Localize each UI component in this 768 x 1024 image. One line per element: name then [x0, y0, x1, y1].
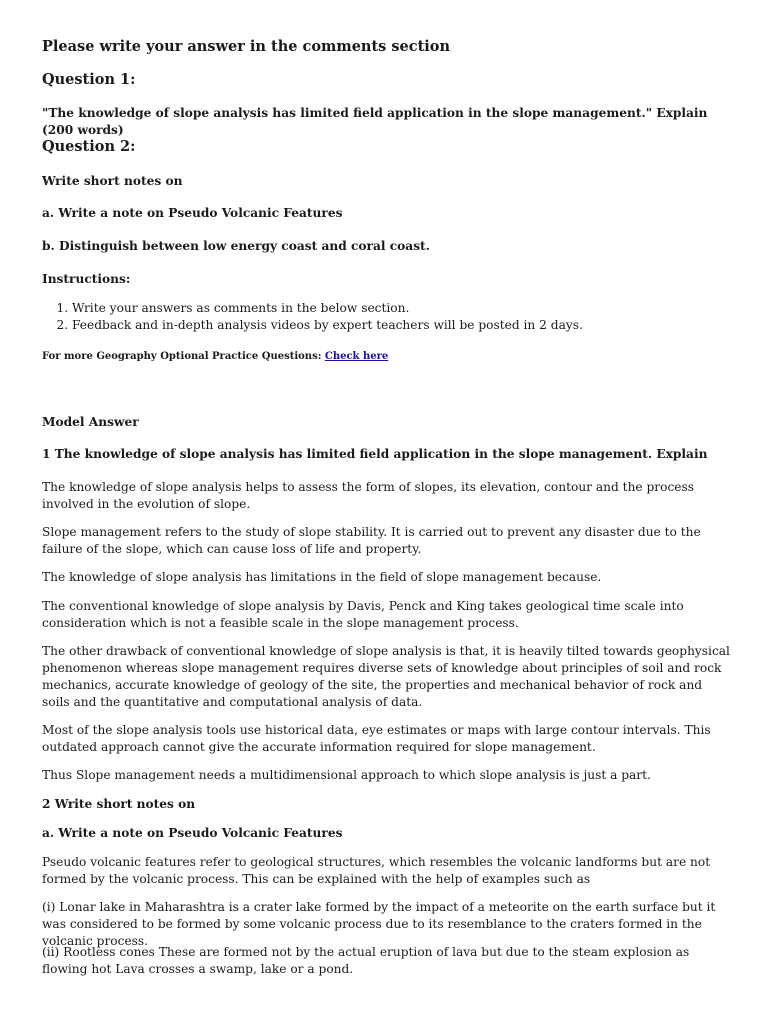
- answer-1-paragraph: The knowledge of slope analysis helps to assess the form of slopes, its elevation, contour and the process involved in the evolution of slope.: [42, 480, 695, 511]
- answer-2-heading: 2 Write short notes on: [42, 797, 196, 811]
- answer-1-paragraph: The conventional knowledge of slope analysis by Davis, Penck and King takes geological time scale into consideration which is not a feasible scale in the slope management process.: [42, 599, 684, 630]
- answer-2-paragraph: (ii) Rootless cones These are formed not by the actual eruption of lava but due to the steam explosion as flowing hot Lava crosses a swamp, lake or a pond.: [42, 945, 690, 976]
- list-item: 1. Write your answers as comments in the below section.: [72, 300, 583, 317]
- answer-1-paragraph: The knowledge of slope analysis has limitations in the field of slope management because.: [42, 570, 602, 584]
- list-item: 2. Feedback and in-depth analysis videos by expert teachers will be posted in 2 days.: [72, 317, 583, 334]
- more-questions-text: For more Geography Optional Practice Questions:: [42, 351, 325, 362]
- answer-1-paragraph: Thus Slope management needs a multidimensional approach to which slope analysis is just a part.: [42, 768, 651, 782]
- comment-instruction: Please write your answer in the comments section: [42, 38, 451, 55]
- answer-2-subheading: a. Write a note on Pseudo Volcanic Features: [42, 826, 343, 840]
- question-2-label: Question 2:: [42, 138, 136, 155]
- answer-1-heading: 1 The knowledge of slope analysis has limited field application in the slope management. Explain: [42, 447, 708, 461]
- question-2-part-b: b. Distinguish between low energy coast and coral coast.: [42, 239, 430, 253]
- answer-1-paragraph: Slope management refers to the study of slope stability. It is carried out to prevent any disaster due to the failure of the slope, which can cause loss of life and property.: [42, 525, 701, 556]
- instructions-list: [42, 300, 583, 334]
- model-answer-label: Model Answer: [42, 415, 139, 429]
- instructions-label: Instructions:: [42, 272, 131, 286]
- question-2-intro: Write short notes on: [42, 174, 183, 188]
- question-1-text: "The knowledge of slope analysis has limited field application in the slope management." Explain (200 words): [42, 106, 708, 137]
- more-questions-line: [42, 350, 388, 364]
- answer-1-paragraph: Most of the slope analysis tools use historical data, eye estimates or maps with large contour intervals. This outdated approach cannot give the accurate information required for slope management.: [42, 723, 711, 754]
- question-2-part-a: a. Write a note on Pseudo Volcanic Features: [42, 206, 343, 220]
- check-here-link[interactable]: Check here: [324, 351, 389, 362]
- answer-1-paragraph: The other drawback of conventional knowledge of slope analysis is that, it is heavily tilted towards geophysical phenomenon whereas slope management requires diverse sets of knowledge about principles of soil and rock mechanics, accurate knowledge of geology of the site, the properties and mechanical behavior of rock and soils and the quantitative and computational analysis of data.: [42, 644, 730, 709]
- answer-2-paragraph: Pseudo volcanic features refer to geological structures, which resembles the volcanic landforms but are not formed by the volcanic process. This can be explained with the help of examples such as: [42, 855, 711, 886]
- answer-2-paragraph: (i) Lonar lake in Maharashtra is a crater lake formed by the impact of a meteorite on the earth surface but it was considered to be formed by some volcanic process due to its resemblance to the craters formed in the volcanic process.: [42, 900, 716, 948]
- question-1-label: Question 1:: [42, 71, 136, 88]
